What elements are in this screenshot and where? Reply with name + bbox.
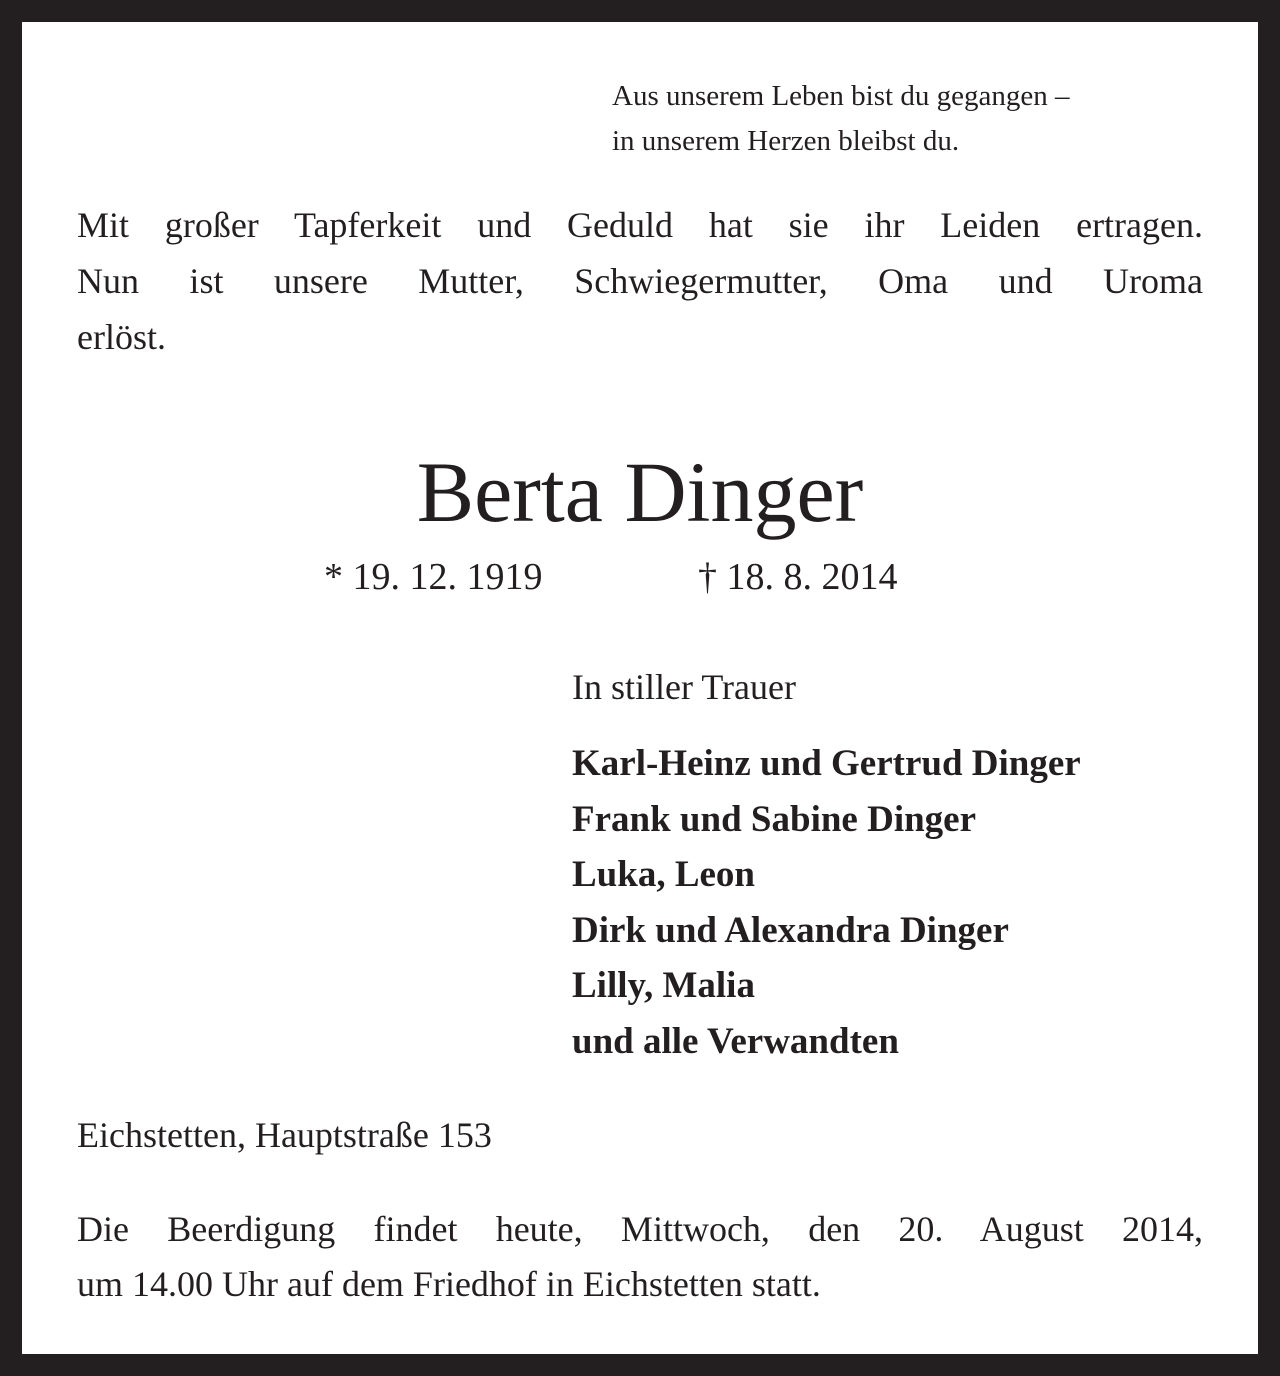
- intro-line: erlöst.: [77, 317, 166, 357]
- intro-line: Mit großer Tapferkeit und Geduld hat sie ihr Leiden ertragen.: [77, 205, 1203, 245]
- deceased-name: Berta Dinger: [416, 444, 864, 540]
- mourning-heading: In stiller Trauer: [572, 667, 796, 707]
- family-member: Karl-Heinz und Gertrud Dinger: [572, 743, 1081, 784]
- family-list: [572, 736, 1081, 1069]
- intro-paragraph: [77, 197, 1203, 365]
- family-member: Dirk und Alexandra Dinger: [572, 909, 1009, 951]
- family-member: und alle Verwandten: [572, 1020, 899, 1062]
- intro-line: Nun ist unsere Mutter, Schwiegermutter, Oma und Uroma: [77, 261, 1203, 301]
- funeral-line: um 14.00 Uhr auf dem Friedhof in Eichstetten statt.: [77, 1264, 821, 1304]
- motto-line: Aus unserem Leben bist du gegangen –: [612, 80, 1070, 112]
- funeral-notice: [77, 1202, 1203, 1312]
- death-date: † 18. 8. 2014: [698, 556, 898, 598]
- birth-date: * 19. 12. 1919: [324, 556, 543, 598]
- family-member: Luka, Leon: [572, 854, 756, 895]
- motto-quote: [612, 74, 1069, 164]
- obituary-notice: [22, 22, 1258, 1354]
- address: Eichstetten, Hauptstraße 153: [77, 1115, 492, 1155]
- family-member: Frank und Sabine Dinger: [572, 798, 977, 840]
- funeral-line: Die Beerdigung findet heute, Mittwoch, den 20. August 2014,: [77, 1209, 1203, 1249]
- motto-line: in unserem Herzen bleibst du.: [612, 125, 960, 157]
- family-member: Lilly, Malia: [572, 965, 755, 1006]
